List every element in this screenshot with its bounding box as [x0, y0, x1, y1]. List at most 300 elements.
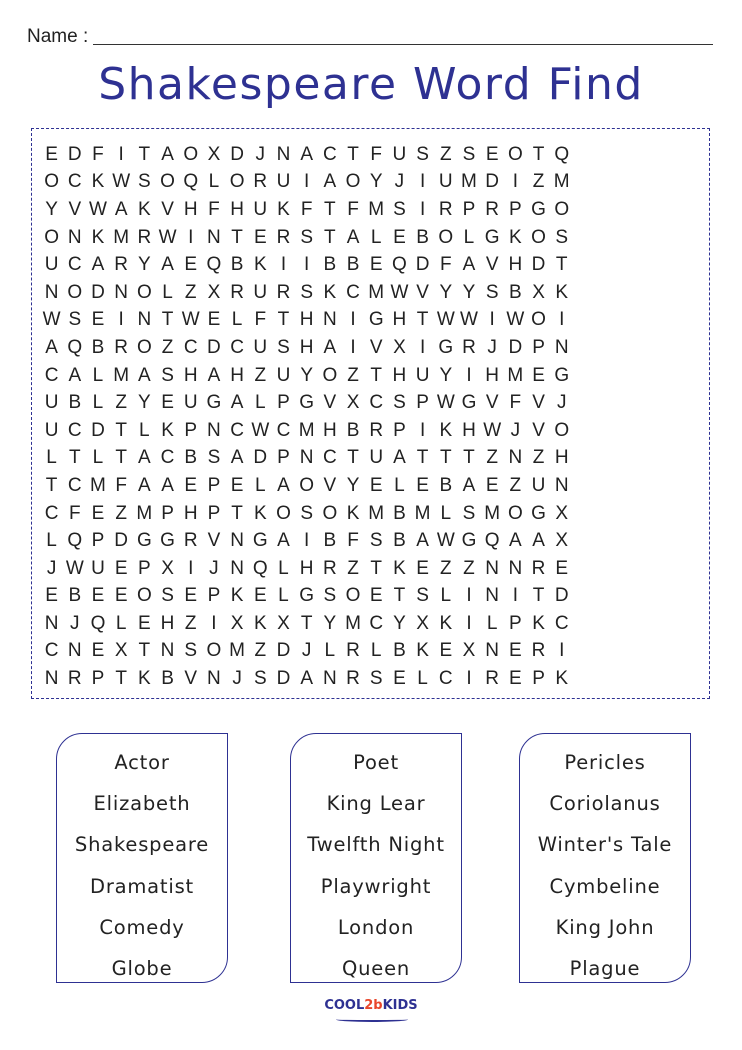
- grid-letter[interactable]: Z: [509, 474, 522, 496]
- grid-letter[interactable]: R: [137, 226, 152, 248]
- grid-letter[interactable]: Y: [462, 281, 476, 303]
- grid-letter[interactable]: L: [254, 392, 266, 414]
- grid-letter[interactable]: Z: [184, 281, 197, 303]
- grid-letter[interactable]: E: [393, 226, 406, 248]
- grid-letter[interactable]: N: [137, 309, 152, 331]
- grid-letter[interactable]: E: [184, 254, 198, 276]
- grid-letter[interactable]: U: [253, 198, 268, 220]
- grid-letter[interactable]: B: [416, 226, 429, 248]
- grid-letter[interactable]: N: [230, 530, 244, 552]
- grid-letter[interactable]: Y: [138, 392, 151, 414]
- grid-letter[interactable]: U: [369, 447, 384, 469]
- grid-letter[interactable]: M: [368, 198, 385, 220]
- grid-letter[interactable]: H: [299, 309, 314, 331]
- grid-letter[interactable]: F: [254, 309, 267, 331]
- grid-letter[interactable]: B: [393, 530, 406, 552]
- grid-letter[interactable]: T: [347, 447, 359, 469]
- grid-letter[interactable]: E: [369, 254, 383, 276]
- grid-letter[interactable]: W: [436, 530, 455, 552]
- grid-letter[interactable]: X: [277, 612, 290, 634]
- grid-letter[interactable]: T: [277, 309, 290, 331]
- grid-letter[interactable]: L: [440, 502, 452, 524]
- grid-letter[interactable]: L: [440, 585, 452, 607]
- grid-letter[interactable]: X: [555, 530, 569, 552]
- grid-letter[interactable]: O: [229, 171, 245, 193]
- grid-letter[interactable]: F: [370, 143, 383, 165]
- grid-letter[interactable]: R: [485, 668, 500, 690]
- grid-letter[interactable]: R: [531, 557, 546, 579]
- grid-letter[interactable]: G: [461, 530, 477, 552]
- grid-letter[interactable]: A: [462, 474, 476, 496]
- grid-letter[interactable]: O: [136, 585, 152, 607]
- grid-letter[interactable]: P: [393, 419, 406, 441]
- grid-letter[interactable]: E: [253, 585, 267, 607]
- grid-letter[interactable]: J: [232, 668, 242, 690]
- grid-letter[interactable]: Z: [115, 502, 127, 524]
- grid-letter[interactable]: O: [507, 143, 523, 165]
- grid-letter[interactable]: S: [68, 309, 82, 331]
- grid-letter[interactable]: L: [278, 585, 289, 607]
- grid-letter[interactable]: K: [91, 171, 105, 193]
- grid-letter[interactable]: T: [231, 502, 243, 524]
- grid-letter[interactable]: T: [231, 226, 243, 248]
- grid-letter[interactable]: S: [393, 392, 406, 414]
- grid-letter[interactable]: C: [369, 392, 384, 414]
- grid-letter[interactable]: O: [44, 171, 59, 193]
- grid-letter[interactable]: K: [346, 502, 360, 524]
- grid-letter[interactable]: H: [160, 612, 175, 634]
- grid-letter[interactable]: H: [183, 198, 198, 220]
- grid-letter[interactable]: D: [114, 530, 129, 552]
- grid-letter[interactable]: W: [158, 226, 177, 248]
- grid-letter[interactable]: N: [207, 419, 221, 441]
- grid-letter[interactable]: U: [44, 419, 59, 441]
- grid-letter[interactable]: F: [68, 502, 81, 524]
- grid-letter[interactable]: F: [92, 143, 104, 165]
- grid-letter[interactable]: S: [184, 640, 198, 662]
- grid-letter[interactable]: X: [346, 392, 360, 414]
- grid-letter[interactable]: Z: [532, 447, 545, 469]
- grid-letter[interactable]: J: [301, 640, 312, 662]
- grid-letter[interactable]: B: [323, 254, 337, 276]
- grid-letter[interactable]: M: [368, 281, 385, 303]
- grid-letter[interactable]: Z: [254, 640, 267, 662]
- grid-letter[interactable]: F: [208, 198, 220, 220]
- grid-letter[interactable]: N: [160, 640, 175, 662]
- grid-letter[interactable]: B: [68, 392, 82, 414]
- grid-letter[interactable]: S: [416, 143, 429, 165]
- grid-letter[interactable]: M: [90, 474, 106, 496]
- grid-letter[interactable]: A: [509, 530, 522, 552]
- grid-letter[interactable]: L: [254, 474, 266, 496]
- grid-letter[interactable]: H: [462, 419, 476, 441]
- grid-letter[interactable]: X: [114, 640, 128, 662]
- grid-letter[interactable]: I: [188, 557, 194, 579]
- grid-letter[interactable]: H: [299, 557, 314, 579]
- grid-letter[interactable]: T: [555, 254, 568, 276]
- grid-letter[interactable]: A: [323, 171, 337, 193]
- grid-letter[interactable]: L: [417, 668, 428, 690]
- grid-letter[interactable]: Y: [346, 474, 360, 496]
- grid-letter[interactable]: L: [463, 226, 475, 248]
- grid-letter[interactable]: E: [253, 226, 267, 248]
- grid-letter[interactable]: P: [462, 198, 476, 220]
- grid-letter[interactable]: K: [138, 198, 151, 220]
- grid-letter[interactable]: T: [416, 447, 429, 469]
- grid-letter[interactable]: H: [392, 309, 407, 331]
- grid-letter[interactable]: M: [553, 171, 570, 193]
- grid-letter[interactable]: H: [230, 364, 244, 386]
- grid-letter[interactable]: K: [277, 198, 290, 220]
- grid-letter[interactable]: E: [369, 585, 383, 607]
- grid-letter[interactable]: B: [393, 640, 406, 662]
- grid-letter[interactable]: L: [46, 530, 57, 552]
- grid-letter[interactable]: S: [462, 502, 476, 524]
- grid-letter[interactable]: C: [369, 612, 384, 634]
- grid-letter[interactable]: J: [70, 612, 80, 634]
- grid-letter[interactable]: A: [230, 447, 244, 469]
- grid-letter[interactable]: Y: [439, 364, 453, 386]
- grid-letter[interactable]: Y: [439, 281, 453, 303]
- grid-letter[interactable]: O: [183, 143, 199, 165]
- grid-letter[interactable]: O: [206, 640, 222, 662]
- grid-letter[interactable]: K: [253, 502, 267, 524]
- grid-letter[interactable]: R: [230, 281, 244, 303]
- grid-letter[interactable]: R: [114, 336, 129, 358]
- grid-letter[interactable]: D: [508, 336, 523, 358]
- grid-letter[interactable]: L: [92, 364, 104, 386]
- grid-letter[interactable]: L: [231, 309, 243, 331]
- grid-letter[interactable]: I: [559, 640, 565, 662]
- grid-letter[interactable]: S: [485, 281, 499, 303]
- grid-letter[interactable]: R: [322, 557, 337, 579]
- grid-letter[interactable]: Z: [347, 364, 359, 386]
- grid-letter[interactable]: V: [416, 281, 429, 303]
- grid-letter[interactable]: R: [462, 336, 476, 358]
- grid-letter[interactable]: N: [67, 226, 82, 248]
- grid-letter[interactable]: F: [300, 198, 313, 220]
- grid-letter[interactable]: X: [416, 612, 429, 634]
- grid-letter[interactable]: D: [276, 668, 291, 690]
- grid-letter[interactable]: W: [460, 309, 478, 331]
- grid-letter[interactable]: T: [324, 226, 336, 248]
- grid-letter[interactable]: S: [138, 171, 151, 193]
- grid-letter[interactable]: K: [323, 281, 337, 303]
- grid-letter[interactable]: E: [45, 143, 58, 165]
- grid-letter[interactable]: K: [532, 612, 545, 634]
- grid-letter[interactable]: N: [554, 474, 569, 496]
- grid-letter[interactable]: E: [45, 585, 58, 607]
- grid-letter[interactable]: B: [346, 254, 360, 276]
- grid-letter[interactable]: C: [44, 364, 59, 386]
- grid-letter[interactable]: R: [276, 281, 291, 303]
- grid-letter[interactable]: D: [531, 254, 546, 276]
- grid-letter[interactable]: C: [160, 447, 175, 469]
- grid-letter[interactable]: N: [44, 612, 59, 634]
- grid-letter[interactable]: E: [184, 474, 198, 496]
- grid-letter[interactable]: W: [181, 309, 200, 331]
- grid-letter[interactable]: I: [304, 530, 310, 552]
- grid-letter[interactable]: W: [89, 198, 107, 220]
- grid-letter[interactable]: N: [508, 557, 523, 579]
- grid-letter[interactable]: V: [184, 668, 198, 690]
- grid-letter[interactable]: X: [161, 557, 174, 579]
- grid-letter[interactable]: E: [485, 474, 499, 496]
- grid-letter[interactable]: X: [555, 502, 569, 524]
- grid-letter[interactable]: D: [415, 254, 430, 276]
- grid-letter[interactable]: C: [44, 502, 59, 524]
- grid-letter[interactable]: I: [118, 143, 124, 165]
- grid-letter[interactable]: M: [113, 226, 130, 248]
- grid-letter[interactable]: K: [555, 668, 569, 690]
- grid-letter[interactable]: E: [184, 585, 198, 607]
- grid-letter[interactable]: E: [532, 364, 545, 386]
- grid-letter[interactable]: W: [506, 309, 525, 331]
- grid-letter[interactable]: T: [532, 143, 545, 165]
- grid-letter[interactable]: M: [229, 640, 245, 662]
- grid-letter[interactable]: U: [91, 557, 105, 579]
- grid-letter[interactable]: O: [322, 502, 338, 524]
- grid-letter[interactable]: N: [276, 143, 291, 165]
- grid-letter[interactable]: E: [114, 557, 128, 579]
- grid-letter[interactable]: E: [485, 143, 499, 165]
- grid-letter[interactable]: U: [438, 171, 453, 193]
- grid-letter[interactable]: I: [188, 226, 194, 248]
- grid-letter[interactable]: D: [276, 640, 291, 662]
- grid-letter[interactable]: P: [91, 668, 105, 690]
- grid-letter[interactable]: O: [554, 419, 570, 441]
- name-line[interactable]: [93, 44, 713, 45]
- grid-letter[interactable]: S: [462, 143, 476, 165]
- grid-letter[interactable]: T: [45, 474, 58, 496]
- grid-letter[interactable]: V: [532, 419, 545, 441]
- grid-letter[interactable]: N: [485, 585, 500, 607]
- grid-letter[interactable]: L: [278, 557, 289, 579]
- grid-letter[interactable]: R: [438, 198, 453, 220]
- grid-letter[interactable]: S: [207, 447, 221, 469]
- grid-letter[interactable]: Z: [184, 612, 197, 634]
- grid-letter[interactable]: O: [438, 226, 454, 248]
- grid-letter[interactable]: V: [369, 336, 383, 358]
- grid-letter[interactable]: V: [68, 198, 82, 220]
- grid-letter[interactable]: J: [487, 336, 497, 358]
- grid-letter[interactable]: G: [554, 364, 570, 386]
- grid-letter[interactable]: S: [161, 364, 174, 386]
- grid-letter[interactable]: K: [509, 226, 522, 248]
- grid-letter[interactable]: A: [393, 447, 406, 469]
- grid-letter[interactable]: E: [416, 474, 429, 496]
- grid-letter[interactable]: Z: [115, 392, 127, 414]
- grid-letter[interactable]: S: [161, 585, 174, 607]
- grid-letter[interactable]: T: [370, 557, 383, 579]
- grid-letter[interactable]: N: [67, 640, 82, 662]
- grid-letter[interactable]: W: [390, 281, 409, 303]
- grid-letter[interactable]: F: [347, 198, 359, 220]
- grid-letter[interactable]: R: [114, 254, 129, 276]
- grid-letter[interactable]: E: [509, 640, 522, 662]
- grid-letter[interactable]: A: [45, 336, 58, 358]
- grid-letter[interactable]: T: [393, 585, 406, 607]
- grid-letter[interactable]: S: [300, 226, 313, 248]
- grid-letter[interactable]: G: [206, 392, 222, 414]
- grid-letter[interactable]: E: [114, 585, 128, 607]
- grid-letter[interactable]: Z: [463, 557, 475, 579]
- grid-letter[interactable]: R: [253, 171, 268, 193]
- grid-letter[interactable]: E: [138, 612, 151, 634]
- grid-letter[interactable]: Q: [484, 530, 500, 552]
- grid-letter[interactable]: Y: [393, 612, 406, 634]
- grid-letter[interactable]: X: [230, 612, 244, 634]
- grid-letter[interactable]: P: [509, 198, 522, 220]
- grid-letter[interactable]: P: [138, 557, 151, 579]
- grid-letter[interactable]: U: [253, 336, 268, 358]
- grid-letter[interactable]: E: [230, 474, 244, 496]
- grid-letter[interactable]: W: [112, 171, 131, 193]
- grid-letter[interactable]: O: [345, 171, 361, 193]
- grid-letter[interactable]: A: [277, 474, 290, 496]
- grid-letter[interactable]: O: [136, 336, 152, 358]
- grid-letter[interactable]: R: [485, 198, 500, 220]
- grid-letter[interactable]: M: [484, 502, 501, 524]
- grid-letter[interactable]: N: [44, 668, 59, 690]
- grid-letter[interactable]: S: [323, 585, 337, 607]
- grid-letter[interactable]: A: [277, 530, 290, 552]
- grid-letter[interactable]: C: [183, 336, 198, 358]
- grid-letter[interactable]: O: [554, 198, 570, 220]
- grid-letter[interactable]: U: [253, 281, 268, 303]
- grid-letter[interactable]: S: [369, 668, 383, 690]
- grid-letter[interactable]: T: [416, 309, 429, 331]
- grid-letter[interactable]: Q: [67, 530, 83, 552]
- grid-letter[interactable]: H: [230, 198, 244, 220]
- grid-letter[interactable]: H: [554, 447, 569, 469]
- grid-letter[interactable]: K: [230, 585, 244, 607]
- grid-letter[interactable]: S: [369, 530, 383, 552]
- grid-letter[interactable]: M: [414, 502, 431, 524]
- grid-letter[interactable]: X: [207, 281, 221, 303]
- grid-letter[interactable]: L: [115, 612, 127, 634]
- grid-letter[interactable]: C: [230, 419, 244, 441]
- grid-letter[interactable]: L: [208, 171, 220, 193]
- grid-letter[interactable]: L: [486, 612, 498, 634]
- grid-letter[interactable]: L: [92, 447, 104, 469]
- grid-letter[interactable]: B: [68, 585, 82, 607]
- grid-letter[interactable]: E: [439, 640, 453, 662]
- grid-letter[interactable]: A: [161, 254, 174, 276]
- grid-letter[interactable]: P: [277, 392, 290, 414]
- grid-letter[interactable]: L: [394, 474, 405, 496]
- grid-letter[interactable]: T: [532, 585, 545, 607]
- grid-letter[interactable]: K: [439, 419, 453, 441]
- grid-letter[interactable]: W: [42, 309, 61, 331]
- grid-letter[interactable]: B: [91, 336, 105, 358]
- grid-letter[interactable]: V: [323, 474, 337, 496]
- grid-letter[interactable]: R: [346, 668, 360, 690]
- grid-letter[interactable]: V: [485, 392, 499, 414]
- grid-letter[interactable]: C: [230, 336, 244, 358]
- grid-letter[interactable]: T: [370, 364, 383, 386]
- grid-letter[interactable]: Y: [138, 254, 151, 276]
- grid-letter[interactable]: P: [161, 502, 174, 524]
- grid-letter[interactable]: I: [350, 309, 356, 331]
- grid-letter[interactable]: N: [322, 309, 337, 331]
- grid-letter[interactable]: R: [183, 530, 198, 552]
- grid-letter[interactable]: U: [44, 254, 59, 276]
- grid-letter[interactable]: H: [322, 419, 337, 441]
- grid-letter[interactable]: L: [324, 640, 336, 662]
- grid-letter[interactable]: P: [207, 474, 221, 496]
- grid-letter[interactable]: U: [276, 364, 291, 386]
- grid-letter[interactable]: W: [65, 557, 84, 579]
- grid-letter[interactable]: J: [46, 557, 57, 579]
- grid-letter[interactable]: A: [323, 336, 337, 358]
- grid-letter[interactable]: E: [91, 585, 105, 607]
- grid-letter[interactable]: P: [277, 447, 290, 469]
- grid-letter[interactable]: I: [419, 336, 426, 358]
- grid-letter[interactable]: N: [207, 226, 221, 248]
- grid-letter[interactable]: N: [207, 668, 221, 690]
- grid-letter[interactable]: A: [230, 392, 244, 414]
- grid-letter[interactable]: B: [393, 502, 406, 524]
- grid-letter[interactable]: V: [323, 392, 337, 414]
- grid-letter[interactable]: D: [91, 281, 105, 303]
- grid-letter[interactable]: S: [253, 668, 267, 690]
- grid-letter[interactable]: E: [416, 557, 429, 579]
- grid-letter[interactable]: L: [162, 281, 173, 303]
- grid-letter[interactable]: I: [419, 419, 426, 441]
- grid-letter[interactable]: T: [115, 668, 127, 690]
- grid-letter[interactable]: A: [300, 143, 313, 165]
- grid-letter[interactable]: U: [276, 171, 291, 193]
- grid-letter[interactable]: H: [183, 502, 198, 524]
- grid-letter[interactable]: C: [346, 281, 360, 303]
- grid-letter[interactable]: I: [211, 612, 217, 634]
- grid-letter[interactable]: N: [485, 557, 500, 579]
- grid-letter[interactable]: K: [253, 612, 267, 634]
- grid-letter[interactable]: I: [512, 585, 518, 607]
- grid-letter[interactable]: E: [509, 668, 522, 690]
- grid-letter[interactable]: T: [161, 309, 174, 331]
- grid-letter[interactable]: B: [230, 254, 244, 276]
- grid-letter[interactable]: S: [300, 281, 313, 303]
- grid-letter[interactable]: T: [115, 419, 127, 441]
- grid-letter[interactable]: I: [466, 612, 472, 634]
- grid-letter[interactable]: U: [531, 474, 546, 496]
- grid-letter[interactable]: O: [276, 502, 291, 524]
- grid-letter[interactable]: D: [207, 336, 221, 358]
- grid-letter[interactable]: L: [92, 392, 104, 414]
- grid-letter[interactable]: Q: [183, 171, 199, 193]
- grid-letter[interactable]: V: [485, 254, 499, 276]
- grid-letter[interactable]: N: [508, 447, 523, 469]
- grid-letter[interactable]: A: [346, 226, 360, 248]
- grid-letter[interactable]: A: [207, 364, 221, 386]
- grid-letter[interactable]: E: [161, 392, 174, 414]
- grid-letter[interactable]: B: [439, 474, 453, 496]
- grid-letter[interactable]: A: [68, 364, 82, 386]
- grid-letter[interactable]: K: [393, 557, 406, 579]
- grid-letter[interactable]: P: [207, 585, 221, 607]
- grid-letter[interactable]: I: [559, 309, 565, 331]
- grid-letter[interactable]: T: [115, 447, 127, 469]
- grid-letter[interactable]: Z: [161, 336, 174, 358]
- grid-letter[interactable]: A: [161, 474, 174, 496]
- grid-letter[interactable]: K: [138, 668, 151, 690]
- grid-letter[interactable]: C: [554, 612, 569, 634]
- grid-letter[interactable]: W: [436, 392, 455, 414]
- grid-letter[interactable]: N: [114, 281, 129, 303]
- grid-letter[interactable]: L: [139, 419, 150, 441]
